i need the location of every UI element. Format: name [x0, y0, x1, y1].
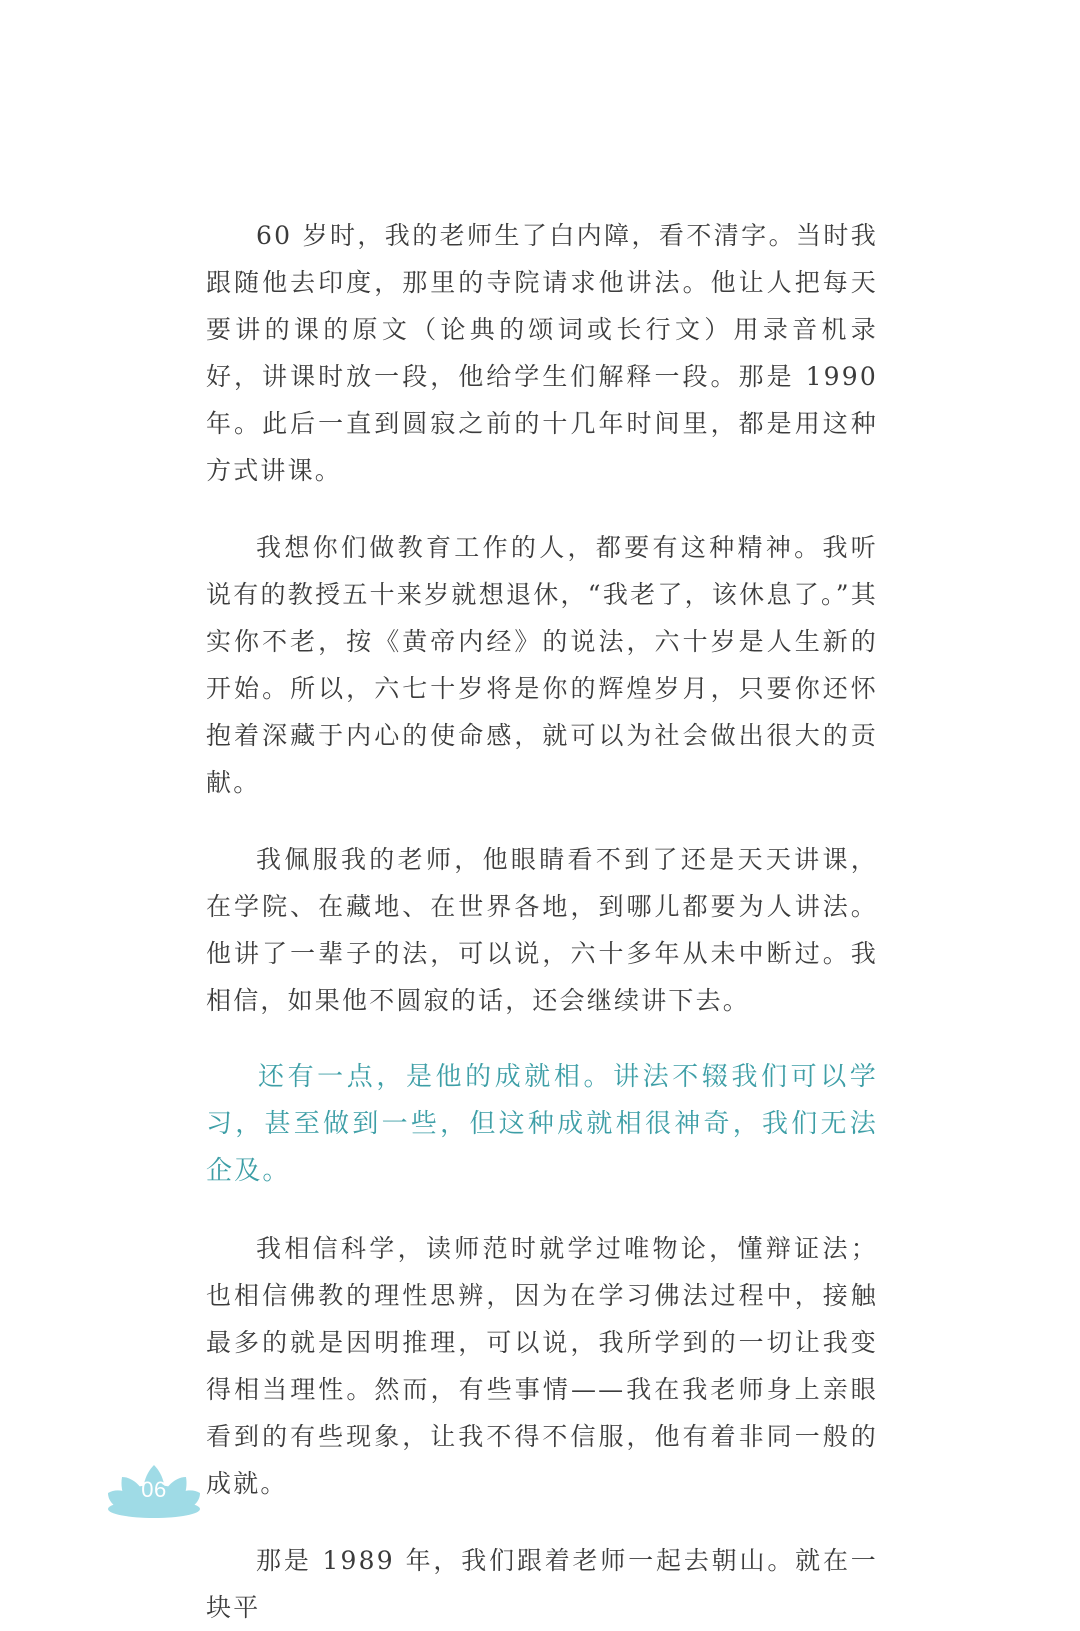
paragraph-1: 60 岁时，我的老师生了白内障，看不清字。当时我跟随他去印度，那里的寺院请求他讲法。他让人把每天要讲的课的原文（论典的颂词或长行文）用录音机录好，讲课时放一段，他给学生们解释一段。那是 1990 年。此后一直到圆寂之前的十几年时间里，都是用这种方式讲课。 [206, 221, 878, 485]
paragraph-6: 那是 1989 年，我们跟着老师一起去朝山。就在一块平 [206, 1546, 878, 1622]
highlighted-paragraph: 还有一点，是他的成就相。讲法不辍我们可以学习，甚至做到一些，但这种成就相很神奇，我们无法企及。 [206, 1062, 878, 1186]
page-number-badge [104, 1463, 204, 1523]
paragraph-2: 我想你们做教育工作的人，都要有这种精神。我听说有的教授五十来岁就想退休，“我老了，该休息了。”其实你不老，按《黄帝内经》的说法，六十岁是人生新的开始。所以，六七十岁将是你的辉煌岁月，只要你还怀抱着深藏于内心的使命感，就可以为社会做出很大的贡献。 [206, 533, 878, 797]
page-body [206, 212, 878, 1631]
paragraph-5: 我相信科学，读师范时就学过唯物论，懂辩证法；也相信佛教的理性思辨，因为在学习佛法过程中，接触最多的就是因明推理，可以说，我所学到的一切让我变得相当理性。然而，有些事情——我在我老师身上亲眼看到的有些现象，让我不得不信服，他有着非同一般的成就。 [206, 1234, 878, 1498]
paragraph-3: 我佩服我的老师，他眼睛看不到了还是天天讲课，在学院、在藏地、在世界各地，到哪儿都要为人讲法。他讲了一辈子的法，可以说，六十多年从未中断过。我相信，如果他不圆寂的话，还会继续讲下去。 [206, 845, 878, 1015]
page-number: 06 [141, 1477, 167, 1502]
